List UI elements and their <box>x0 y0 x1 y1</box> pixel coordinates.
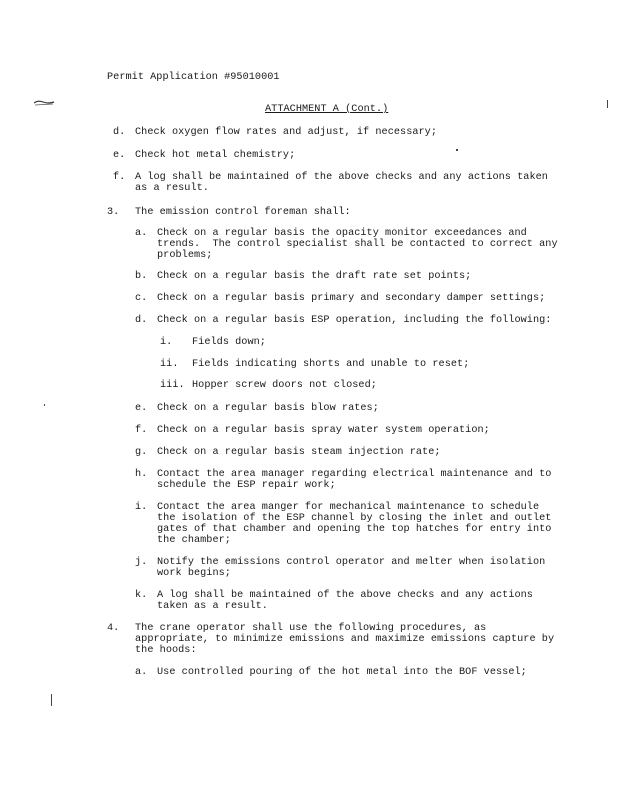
item-text: work begins; <box>157 568 231 579</box>
item-text: A log shall be maintained of the above checks and any actions taken <box>135 172 548 183</box>
item-text: Check on a regular basis primary and secondary damper settings; <box>157 293 546 304</box>
item-text: Check on a regular basis the opacity monitor exceedances and <box>157 228 527 239</box>
item-text: Check hot metal chemistry; <box>135 150 296 161</box>
scan-artifact <box>51 694 52 706</box>
item-text: schedule the ESP repair work; <box>157 480 336 491</box>
item-text: taken as a result. <box>157 601 268 612</box>
section-number: 4. <box>107 623 120 634</box>
subitem-numeral: i. <box>160 337 173 348</box>
item-letter: e. <box>135 403 148 414</box>
item-text: Contact the area manger for mechanical maintenance to schedule <box>157 502 540 513</box>
item-text: as a result. <box>135 183 209 194</box>
item-letter: h. <box>135 469 148 480</box>
item-letter: a. <box>135 228 148 239</box>
item-text: trends. The control specialist shall be contacted to correct any <box>157 239 558 250</box>
subitem-text: Fields down; <box>192 337 266 348</box>
item-text: Check on a regular basis ESP operation, including the following: <box>157 315 552 326</box>
item-text: gates of that chamber and opening the top hatches for entry into <box>157 524 552 535</box>
item-letter: b. <box>135 271 148 282</box>
item-letter: g. <box>135 447 148 458</box>
item-text: Check oxygen flow rates and adjust, if necessary; <box>135 127 438 138</box>
attachment-title: ATTACHMENT A (Cont.) <box>265 104 389 115</box>
item-letter: a. <box>135 667 148 678</box>
item-text: Contact the area manager regarding electrical maintenance and to <box>157 469 552 480</box>
section-text: the hoods: <box>135 645 197 656</box>
item-text: Use controlled pouring of the hot metal into the BOF vessel; <box>157 667 527 678</box>
item-text: A log shall be maintained of the above checks and any actions <box>157 590 533 601</box>
item-letter: e. <box>113 150 126 161</box>
subitem-text: Hopper screw doors not closed; <box>192 380 377 391</box>
item-text: Check on a regular basis blow rates; <box>157 403 379 414</box>
item-text: Notify the emissions control operator and melter when isolation <box>157 557 546 568</box>
item-letter: d. <box>135 315 148 326</box>
item-text: the isolation of the ESP channel by closing the inlet and outlet <box>157 513 552 524</box>
scan-artifact <box>44 404 45 406</box>
section-text: appropriate, to minimize emissions and maximize emissions capture by <box>135 634 555 645</box>
section-text: The crane operator shall use the following procedures, as <box>135 623 487 634</box>
item-letter: k. <box>135 590 148 601</box>
item-text: Check on a regular basis the draft rate set points; <box>157 271 472 282</box>
item-text: the chamber; <box>157 535 231 546</box>
item-text: Check on a regular basis steam injection rate; <box>157 447 441 458</box>
scan-artifact <box>456 149 458 151</box>
item-text: Check on a regular basis spray water system operation; <box>157 425 490 436</box>
scan-artifact <box>607 100 608 108</box>
subitem-text: Fields indicating shorts and unable to reset; <box>192 359 470 370</box>
item-letter: i. <box>135 502 148 513</box>
scan-mark-icon <box>33 99 55 106</box>
item-letter: f. <box>113 172 126 183</box>
item-text: problems; <box>157 250 213 261</box>
section-number: 3. <box>107 207 120 218</box>
item-letter: c. <box>135 293 148 304</box>
section-intro: The emission control foreman shall: <box>135 207 351 218</box>
item-letter: f. <box>135 425 148 436</box>
permit-application-line: Permit Application #95010001 <box>107 72 280 83</box>
subitem-numeral: iii. <box>160 380 185 391</box>
item-letter: j. <box>135 557 148 568</box>
item-letter: d. <box>113 127 126 138</box>
subitem-numeral: ii. <box>160 359 179 370</box>
